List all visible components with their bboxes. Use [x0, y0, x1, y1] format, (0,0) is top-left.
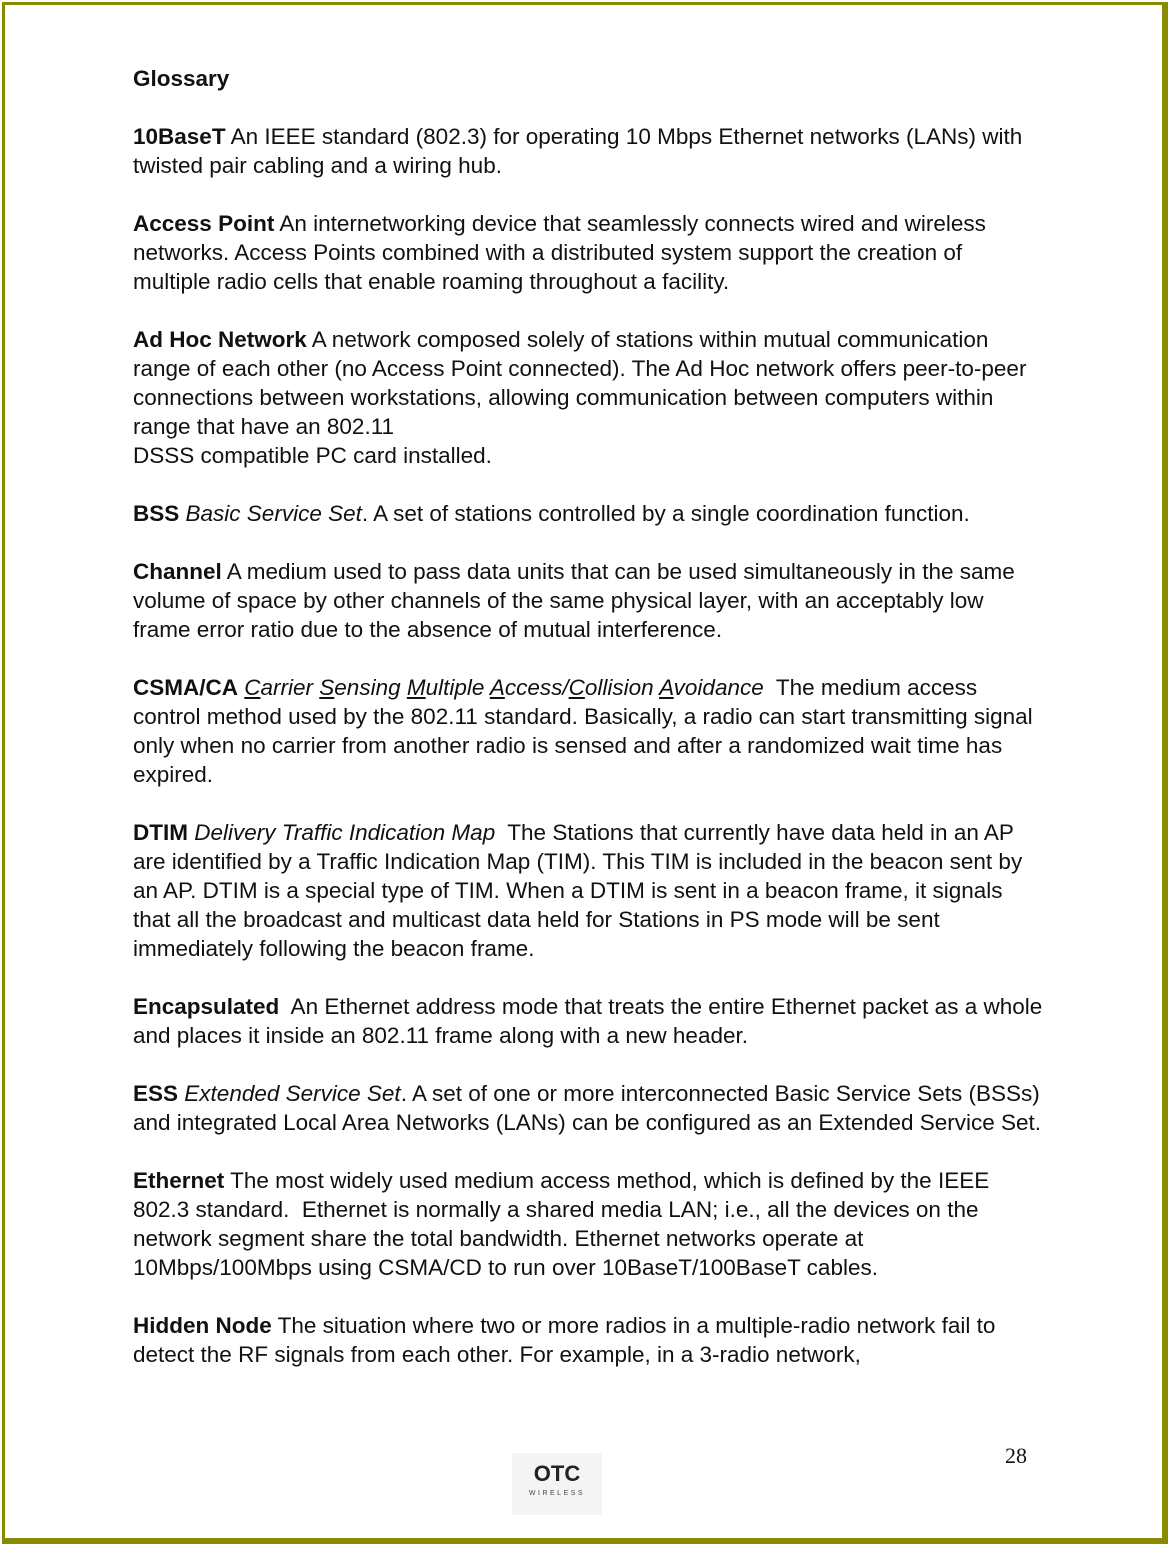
expansion-part: ultiple	[425, 675, 490, 700]
term: DTIM	[133, 820, 188, 845]
initial-letter: C	[244, 675, 261, 700]
initial-letter: S	[319, 675, 335, 700]
term: CSMA/CA	[133, 675, 238, 700]
entry-channel	[133, 557, 1043, 644]
definition: The situation where two or more radios in a multiple-radio network fail to detect the RF signals from each other. For example, in a 3-radio network,	[133, 1313, 996, 1367]
entry-ess	[133, 1079, 1043, 1137]
definition: An internetworking device that seamlessly connects wired and wireless networks. Access Points combined with a distributed system support the creation of multiple radio cells that enable roaming throughout a facility.	[133, 211, 986, 294]
initial-letter: C	[568, 675, 585, 700]
expansion-part: ccess/	[504, 675, 569, 700]
entry-bss	[133, 499, 1043, 528]
entry-dtim	[133, 818, 1043, 963]
definition: An IEEE standard (802.3) for operating 10 Mbps Ethernet networks (LANs) with twisted pair cabling and a wiring hub.	[133, 124, 1023, 178]
expansion-part: voidance	[673, 675, 764, 700]
initial-letter: M	[406, 675, 426, 700]
expansion: Extended Service Set	[184, 1081, 401, 1106]
page-number: 28	[1005, 1443, 1027, 1468]
term: Encapsulated	[133, 994, 280, 1019]
logo-subtext: WIRELESS	[528, 1490, 586, 1497]
term: Access Point	[133, 211, 275, 236]
definition: A network composed solely of stations within mutual communication range of each other (no Access Point connected). The Ad Hoc network offers peer-to-peer connections between workstations, allowing communication between computers within range that have an 802.11	[133, 327, 1027, 439]
term: 10BaseT	[133, 124, 226, 149]
initial-letter: A	[489, 675, 505, 700]
term: Channel	[133, 559, 222, 584]
definition: The Stations that currently have data held in an AP are identified by a Traffic Indication Map (TIM). This TIM is included in the beacon sent by an AP. DTIM is a special type of TIM. When a DTIM is sent in a beacon frame, it signals that all the broadcast and multicast data held for Stations in PS mode will be sent immediately following the beacon frame.	[133, 820, 1029, 961]
definition: A medium used to pass data units that can be used simultaneously in the same volume of space by other channels of the same physical layer, with an acceptably low frame error ratio due to the absence of mutual interference.	[133, 559, 1015, 642]
expansion-part: ollision	[584, 675, 660, 700]
expansion: Basic Service Set	[185, 501, 362, 526]
definition: The medium access control method used by the 802.11 standard. Basically, a radio can start transmitting signal only when no carrier from another radio is sensed and after a randomized wait time has expired.	[133, 675, 1039, 787]
definition: . A set of one or more interconnected Basic Service Sets (BSSs) and integrated Local Area Networks (LANs) can be configured as an Extended Service Set.	[133, 1081, 1042, 1135]
definition: An Ethernet address mode that treats the entire Ethernet packet as a whole and places it inside an 802.11 frame along with a new header.	[133, 994, 1049, 1048]
page-title: Glossary	[133, 66, 230, 91]
term: BSS	[133, 501, 180, 526]
term: Ad Hoc Network	[133, 327, 307, 352]
entry-ethernet	[133, 1166, 1043, 1282]
entry-ad-hoc-network	[133, 325, 1043, 470]
entry-csma-ca	[133, 673, 1043, 789]
entry-access-point	[133, 209, 1043, 296]
entry-hidden-node	[133, 1311, 1043, 1369]
expansion-part: ensing	[334, 675, 407, 700]
term: Ethernet	[133, 1168, 225, 1193]
expansion: Delivery Traffic Indication Map	[194, 820, 496, 845]
expansion-part: arrier	[260, 675, 320, 700]
otc-wireless-logo	[512, 1453, 602, 1515]
entry-encapsulated	[133, 992, 1049, 1050]
definition: The most widely used medium access method, which is defined by the IEEE 802.3 standard. Ethernet is normally a shared media LAN; i.e., all the devices on the network segment share the total bandwidth. Ethernet networks operate at 10Mbps/100Mbps using CSMA/CD to run over 10BaseT/100BaseT cables.	[133, 1168, 996, 1280]
expansion	[244, 675, 763, 700]
entry-10baset	[133, 122, 1043, 180]
term: Hidden Node	[133, 1313, 272, 1338]
glossary-content	[133, 64, 1049, 1398]
definition-continued: DSSS compatible PC card installed.	[133, 443, 492, 468]
definition: . A set of stations controlled by a single coordination function.	[361, 501, 970, 526]
logo-mark	[521, 1459, 593, 1499]
initial-letter: A	[659, 675, 674, 700]
term: ESS	[133, 1081, 179, 1106]
logo-text: OTC	[533, 1461, 581, 1486]
